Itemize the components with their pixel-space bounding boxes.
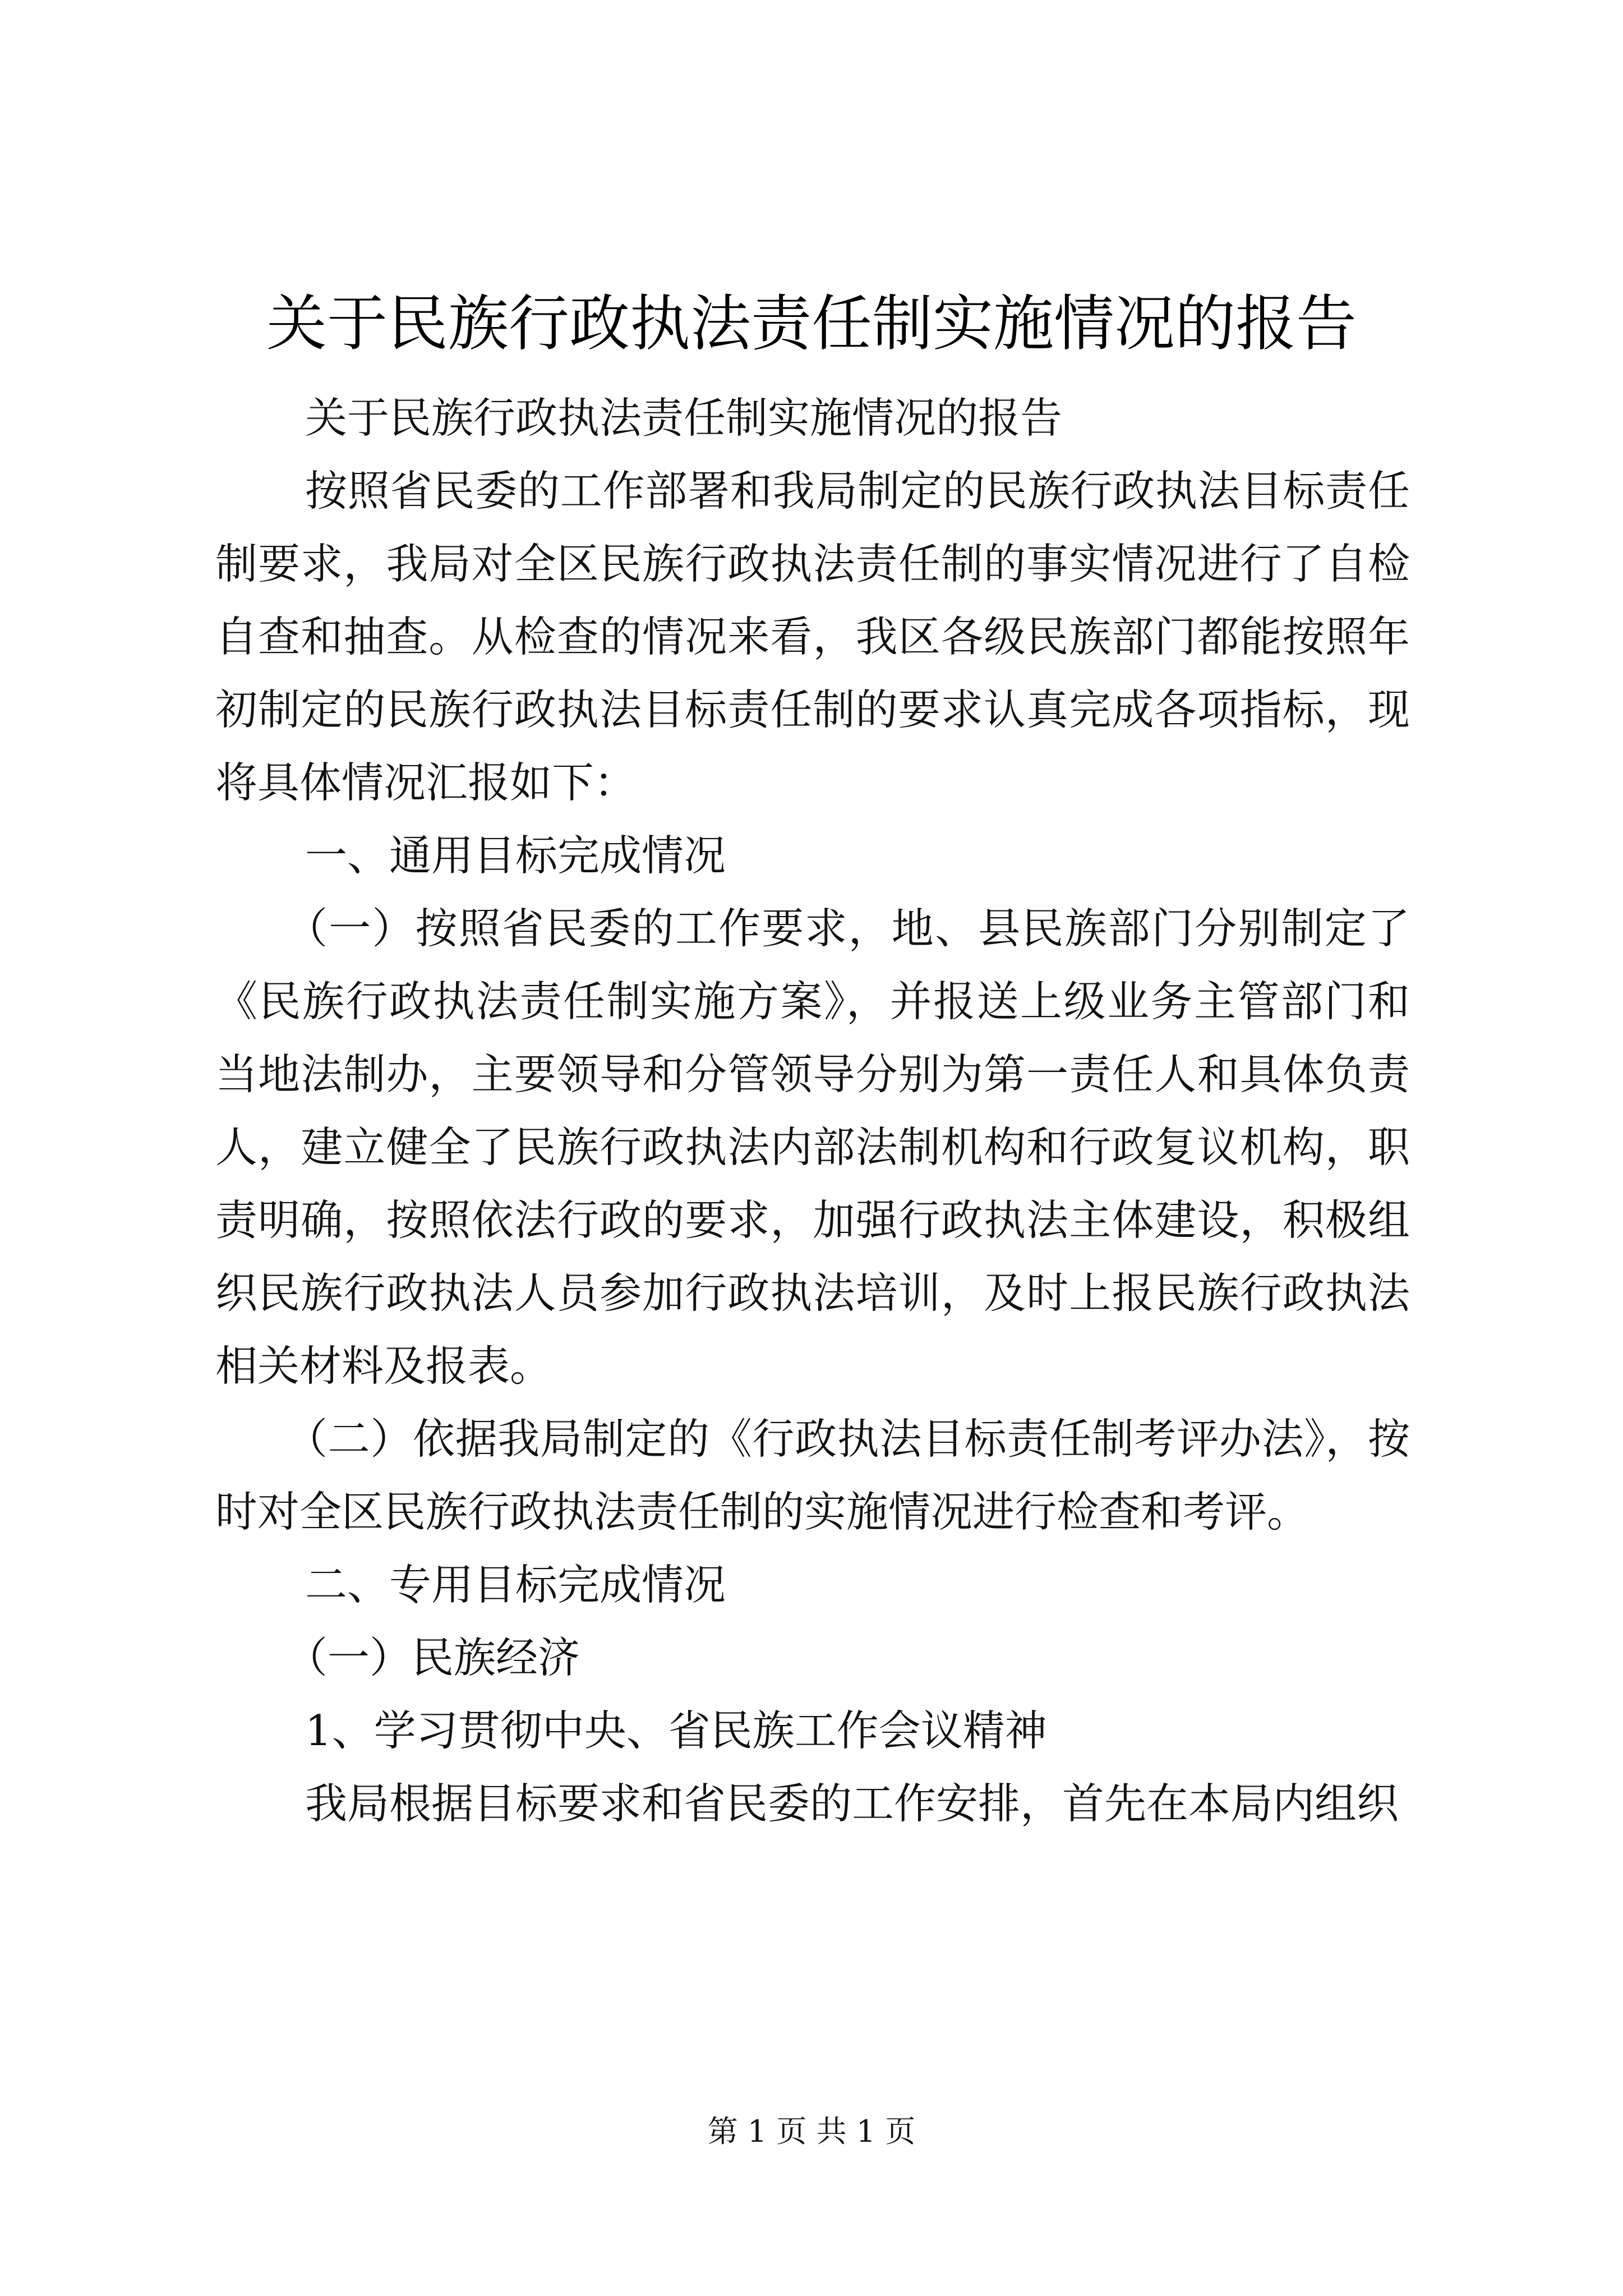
section-heading-special-goals: 二、专用目标完成情况 (305, 1560, 726, 1609)
paragraph-subtitle: 关于民族行政执法责任制实施情况的报告 (305, 393, 1063, 443)
paragraph-item-2: （二）依据我局制定的《行政执法目标责任制考评办法》，按时对全区民族行政执法责任制的实施情况进行检查和考评。 (215, 1414, 1410, 1536)
subsection-heading-ethnic-economy: （一）民族经济 (285, 1633, 580, 1682)
paragraph-study-body: 我局根据目标要求和省民委的工作安排，首先在本局内组织 (305, 1779, 1399, 1828)
paragraph-item-1: （一）按照省民委的工作要求，地、县民族部门分别制定了《民族行政执法责任制实施方案》，并报送上级业务主管部门和当地法制办，主要领导和分管领导分别为第一责任人和具体负责人，建立健全了民族行政执法内部法制机构和行政复议机构，职责明确，按照依法行政的要求，加强行政执法主体建设，积极组织民族行政执法人员参加行政执法培训，及时上报民族行政执法相关材料及报表。 (215, 904, 1410, 1391)
page-number-footer: 第 1 页 共 1 页 (707, 2114, 916, 2149)
paragraph-intro: 按照省民委的工作部署和我局制定的民族行政执法目标责任制要求，我局对全区民族行政执法责任制的事实情况进行了自检自查和抽查。从检查的情况来看，我区各级民族部门都能按照年初制定的民族行政执法目标责任制的要求认真完成各项指标，现将具体情况汇报如下： (215, 466, 1410, 807)
item-heading-study: 1、学习贯彻中央、省民族工作会议精神 (305, 1706, 1047, 1755)
document-body (215, 381, 1410, 1840)
section-heading-general-goals: 一、通用目标完成情况 (305, 831, 726, 880)
document-title: 关于民族行政执法责任制实施情况的报告 (266, 289, 1357, 359)
